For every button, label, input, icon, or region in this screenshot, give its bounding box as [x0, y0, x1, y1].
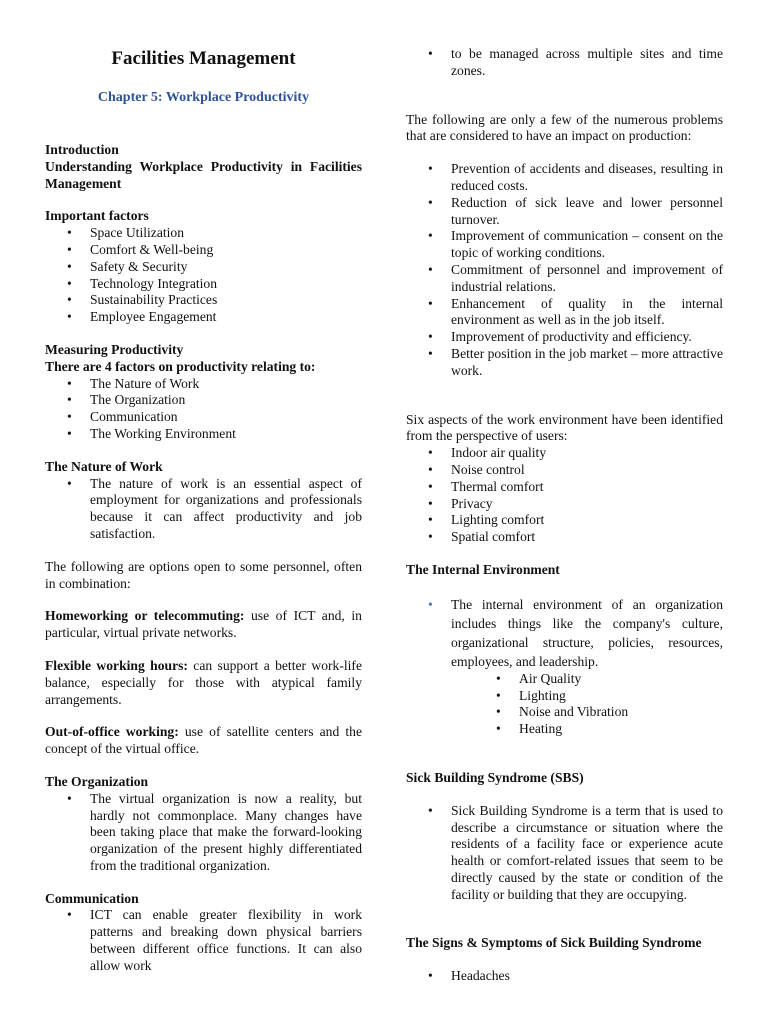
- list-item: • Better position in the job market – more attractive work.: [406, 346, 723, 380]
- right-body: [406, 46, 723, 985]
- continued-span: to be managed across multiple sites and time zones.: [451, 46, 723, 78]
- continued-text: [406, 46, 723, 80]
- list-item: • The internal environment of an organization includes things like the company's culture, organizational structure, policies, resources, employees, and leadership.: [406, 595, 723, 671]
- aspects-list: [406, 445, 723, 546]
- list-item: • Space Utilization: [45, 225, 362, 242]
- homeworking-text: use of ICT and, in particular, virtual private networks.: [45, 608, 362, 641]
- list-item: • Spatial comfort: [406, 529, 723, 546]
- organization-list: [45, 791, 362, 875]
- flexible-text: can support a better work-life balance, especially for those with atypical family arrangements.: [45, 657, 362, 707]
- outofoffice-label: Out-of-office working:: [45, 724, 179, 740]
- communication-heading: Communication: [45, 890, 139, 906]
- nature-list: [45, 476, 362, 543]
- signs-heading: The Signs & Symptoms of Sick Building Syndrome: [406, 935, 702, 951]
- list-item: • The Organization: [45, 392, 362, 409]
- internal-list: [406, 595, 723, 671]
- list-item: • Technology Integration: [45, 276, 362, 293]
- list-item: • The Working Environment: [45, 426, 362, 443]
- list-item: • Prevention of accidents and diseases, resulting in reduced costs.: [406, 161, 723, 195]
- sbs-list: [406, 803, 723, 904]
- homeworking-label: Homeworking or telecommuting:: [45, 608, 245, 624]
- problems-list: [406, 161, 723, 379]
- list-item: • Improvement of communication – consent on the topic of working conditions.: [406, 228, 723, 262]
- chapter-title: Chapter 5: Workplace Productivity: [97, 90, 310, 105]
- list-item: • Thermal comfort: [406, 479, 723, 496]
- list-item: • The Nature of Work: [45, 376, 362, 393]
- factors-heading: Important factors: [45, 208, 149, 224]
- signs-list: [406, 968, 723, 985]
- internal-heading: The Internal Environment: [406, 561, 560, 577]
- measuring-heading: Measuring Productivity: [45, 341, 184, 357]
- communication-list: [45, 907, 362, 974]
- outofoffice-paragraph: [45, 724, 362, 758]
- intro-heading: Introduction: [45, 142, 119, 157]
- list-item: • Safety & Security: [45, 259, 362, 276]
- list-item: • Noise control: [406, 462, 723, 479]
- organization-heading: The Organization: [45, 773, 149, 789]
- flexible-paragraph: [45, 658, 362, 708]
- homeworking-paragraph: [45, 608, 362, 642]
- problems-intro: The following are only a few of the numerous problems that are considered to have an impact on production:: [406, 111, 723, 144]
- measuring-list: [45, 376, 362, 443]
- factors-list: [45, 225, 362, 326]
- list-item: • Comfort & Well-being: [45, 242, 362, 259]
- document-title: Facilities Management: [111, 48, 296, 69]
- list-item: • ICT can enable greater flexibility in work patterns and breaking down physical barriers between different office functions. It can also allow work: [45, 907, 362, 974]
- list-item: • Noise and Vibration: [406, 704, 723, 721]
- list-item: • Communication: [45, 409, 362, 426]
- continued-list: [406, 46, 723, 80]
- internal-sublist: [406, 671, 723, 738]
- left-body: [45, 142, 362, 975]
- list-item: • Air Quality: [406, 671, 723, 688]
- list-item: • The virtual organization is now a reality, but hardly not commonplace. Many changes have been taking place that make the forward-looking organization of the present highly differentiated from the traditional organization.: [45, 791, 362, 875]
- aspects-intro: Six aspects of the work environment have been identified from the perspective of users:: [406, 411, 723, 444]
- list-item: • Improvement of productivity and efficiency.: [406, 329, 723, 346]
- outofoffice-text: use of satellite centers and the concept of the virtual office.: [45, 724, 363, 757]
- list-item: • Reduction of sick leave and lower personnel turnover.: [406, 195, 723, 229]
- measuring-subheading: There are 4 factors on productivity relating to:: [45, 358, 316, 374]
- list-item: • Employee Engagement: [45, 309, 362, 326]
- list-item: • Lighting comfort: [406, 512, 723, 529]
- list-item: • Indoor air quality: [406, 445, 723, 462]
- list-item: • Heating: [406, 721, 723, 738]
- nature-heading: The Nature of Work: [45, 458, 163, 474]
- intro-subheading: Understanding Workplace Productivity in Facilities Management: [45, 158, 362, 191]
- flexible-label: Flexible working hours:: [45, 657, 188, 673]
- options-paragraph: The following are options open to some personnel, often in combination:: [45, 558, 362, 591]
- list-item: • Commitment of personnel and improvement of industrial relations.: [406, 262, 723, 296]
- list-item: • Lighting: [406, 688, 723, 705]
- list-item: • Sick Building Syndrome is a term that is used to describe a circumstance or situation where the residents of a facility face or experience acute health or comfort-related issues that seem to be directly caused by the state or condition of the facility or building that they are occupying.: [406, 803, 723, 904]
- list-item: • Headaches: [406, 968, 723, 985]
- list-item: • Sustainability Practices: [45, 292, 362, 309]
- list-item: • The nature of work is an essential aspect of employment for organizations and professionals because it can affect productivity and job satisfaction.: [45, 476, 362, 543]
- sbs-heading: Sick Building Syndrome (SBS): [406, 769, 584, 785]
- list-item: • Privacy: [406, 496, 723, 513]
- list-item: • Enhancement of quality in the internal environment as well as in the job itself.: [406, 296, 723, 330]
